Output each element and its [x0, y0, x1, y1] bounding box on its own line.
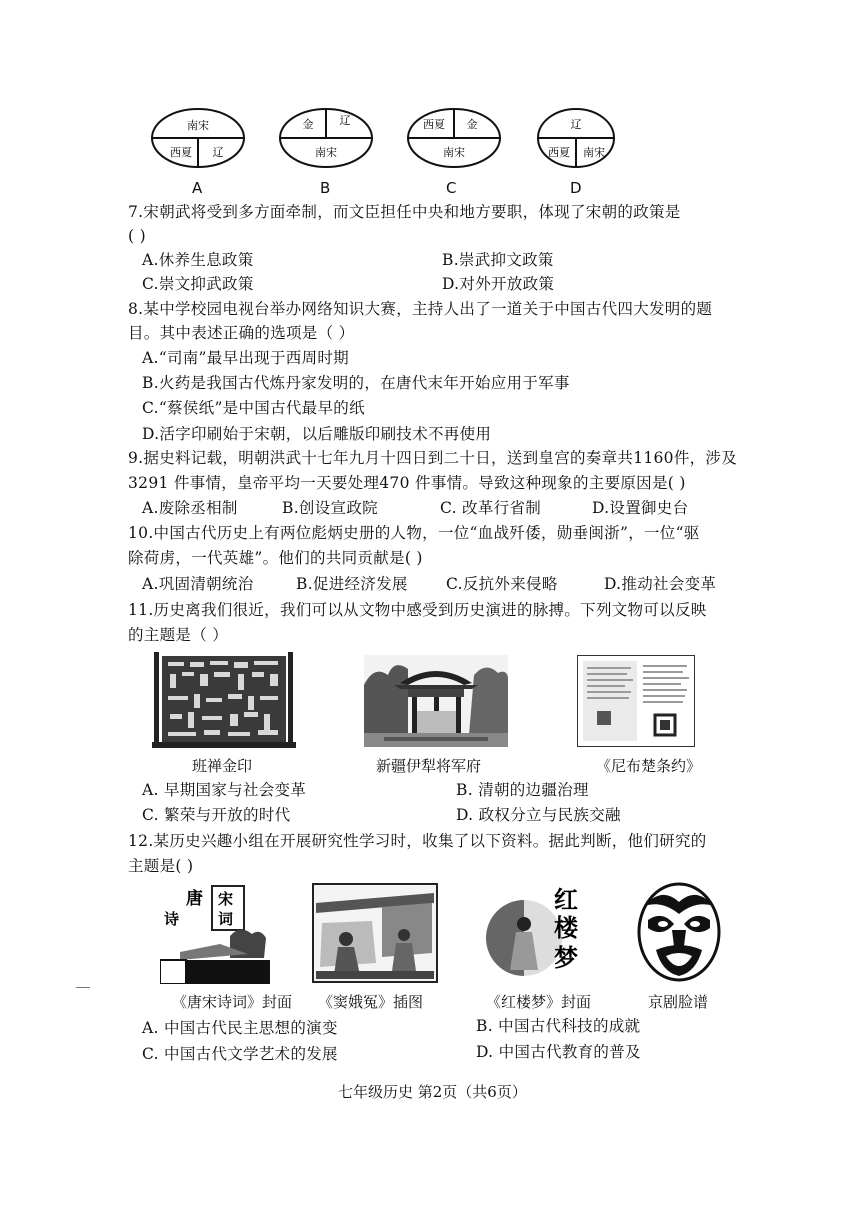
option-d-left-label: 西夏: [548, 146, 570, 159]
q10-option-b: B.促进经济发展: [296, 575, 408, 593]
option-d-letter: D: [570, 179, 582, 197]
q10-option-a: A.巩固清朝统治: [142, 575, 254, 593]
q9-option-a: A.废除丞相制: [142, 499, 238, 517]
page-footer: 七年级历史 第2页（共6页）: [338, 1083, 527, 1101]
q9-option-d: D.设置御史台: [592, 499, 689, 517]
option-c-diagram: [408, 109, 500, 167]
option-a-letter: A: [192, 179, 203, 197]
q8-option-a: A.“司南”最早出现于西周时期: [142, 349, 349, 367]
option-d-top-label: 辽: [570, 118, 582, 131]
option-b-bottom-label: 南宋: [315, 146, 337, 159]
q10-option-d: D.推动社会变革: [604, 575, 717, 593]
option-a-top-label: 南宋: [187, 119, 209, 132]
q12-stem-line2: 主题是( ): [128, 857, 194, 875]
option-b-letter: B: [320, 179, 331, 197]
q7-option-b: B.崇武抑文政策: [442, 251, 554, 269]
cover-char-hong: 红: [554, 885, 578, 914]
option-c-letter: C: [446, 179, 457, 197]
q9-option-b: B.创设宣政院: [282, 499, 378, 517]
q10-stem-line1: 10.中国古代历史上有两位彪炳史册的人物，一位“血战歼倭，勋垂闽浙”，一位“驱: [128, 524, 700, 542]
cover-char-lou: 楼: [554, 913, 578, 942]
q12-caption-dou-e: 《窦娥冤》插图: [318, 993, 424, 1011]
banchan-gold-seal-image: [152, 652, 296, 748]
option-a-diagram: [152, 109, 244, 167]
option-b-diagram: [280, 109, 372, 167]
yili-general-mansion-image: [364, 655, 508, 747]
q12-caption-red-chamber: 《红楼梦》封面: [486, 993, 592, 1011]
q12-option-d: D. 中国古代教育的普及: [476, 1043, 641, 1061]
q12-option-a: A. 中国古代民主思想的演变: [142, 1019, 338, 1037]
option-c-right-label: 金: [466, 118, 478, 131]
q11-caption-seal: 班禅金印: [192, 757, 253, 775]
q7-option-a: A.休养生息政策: [142, 251, 254, 269]
q8-stem-line1: 8.某中学校园电视台举办网络知识大赛，主持人出了一道关于中国古代四大发明的题: [128, 300, 713, 318]
q6-options-figure: [150, 100, 630, 200]
q12-caption-poetry: 《唐宋诗词》封面: [172, 993, 293, 1011]
cover-char-tang: 唐: [186, 889, 203, 909]
cover-char-shi: 诗: [164, 910, 180, 928]
q10-stem-line2: 除荷虏，一代英雄”。他们的共同贡献是( ): [128, 549, 423, 567]
q7-stem-line1: 7.宋朝武将受到多方面牵制，而文臣担任中央和地方要职，体现了宋朝的政策是: [128, 203, 681, 221]
option-a-left-label: 西夏: [170, 146, 192, 159]
q12-option-b: B. 中国古代科技的成就: [476, 1017, 641, 1035]
option-d-diagram: [538, 109, 614, 167]
cover-char-song: 宋: [218, 890, 234, 908]
dou-e-illustration-image: [312, 883, 438, 983]
option-b-right-label: 辽: [339, 114, 351, 127]
q10-option-c: C.反抗外来侵略: [446, 575, 558, 593]
peking-opera-mask-image: [636, 880, 722, 984]
q9-stem-line1: 9.据史料记载，明朝洪武十七年九月十四日到二十日，送到皇宫的奏章共1160件，涉及: [128, 449, 738, 467]
q11-stem-line1: 11.历史离我们很近，我们可以从文物中感受到历史演进的脉搏。下列文物可以反映: [128, 601, 707, 619]
q11-caption-mansion: 新疆伊犁将军府: [376, 757, 482, 775]
option-c-bottom-label: 南宋: [443, 146, 465, 159]
q12-caption-opera-mask: 京剧脸谱: [648, 993, 709, 1011]
option-d-right-label: 南宋: [583, 146, 605, 159]
option-b-left-label: 金: [302, 118, 314, 131]
q7-option-c: C.崇文抑武政策: [142, 275, 254, 293]
q11-option-a: A. 早期国家与社会变革: [142, 781, 307, 799]
cover-char-meng: 梦: [554, 943, 578, 972]
q9-stem-line2: 3291 件事情，皇帝平均一天要处理470 件事情。导致这种现象的主要原因是( ): [128, 474, 686, 492]
q7-stem-line2: ( ): [128, 227, 146, 245]
scan-mark: [76, 987, 90, 988]
option-a-right-label: 辽: [212, 146, 224, 159]
q8-stem-line2: 目。其中表述正确的选项是（ ）: [128, 324, 355, 342]
cover-char-ci: 词: [218, 910, 234, 928]
q8-option-c: C.“蔡侯纸”是中国古代最早的纸: [142, 399, 365, 417]
q9-option-c: C. 改革行省制: [440, 499, 542, 517]
q7-option-d: D.对外开放政策: [442, 275, 555, 293]
q11-option-d: D. 政权分立与民族交融: [456, 806, 621, 824]
dream-red-chamber-cover-image: [482, 880, 592, 984]
nerchinsk-treaty-image: [577, 655, 695, 747]
q12-option-c: C. 中国古代文学艺术的发展: [142, 1045, 338, 1063]
q11-option-b: B. 清朝的边疆治理: [456, 781, 589, 799]
q12-stem-line1: 12.某历史兴趣小组在开展研究性学习时，收集了以下资料。据此判断，他们研究的: [128, 832, 707, 850]
q8-option-b: B.火药是我国古代炼丹家发明的，在唐代末年开始应用于军事: [142, 374, 570, 392]
q8-option-d: D.活字印刷始于宋朝，以后雕版印刷技术不再使用: [142, 425, 492, 443]
tang-song-poetry-cover-image: [160, 884, 270, 984]
option-c-left-label: 西夏: [423, 118, 445, 131]
q11-stem-line2: 的主题是（ ）: [128, 626, 229, 644]
q11-option-c: C. 繁荣与开放的时代: [142, 806, 291, 824]
q11-caption-treaty: 《尼布楚条约》: [596, 757, 702, 775]
